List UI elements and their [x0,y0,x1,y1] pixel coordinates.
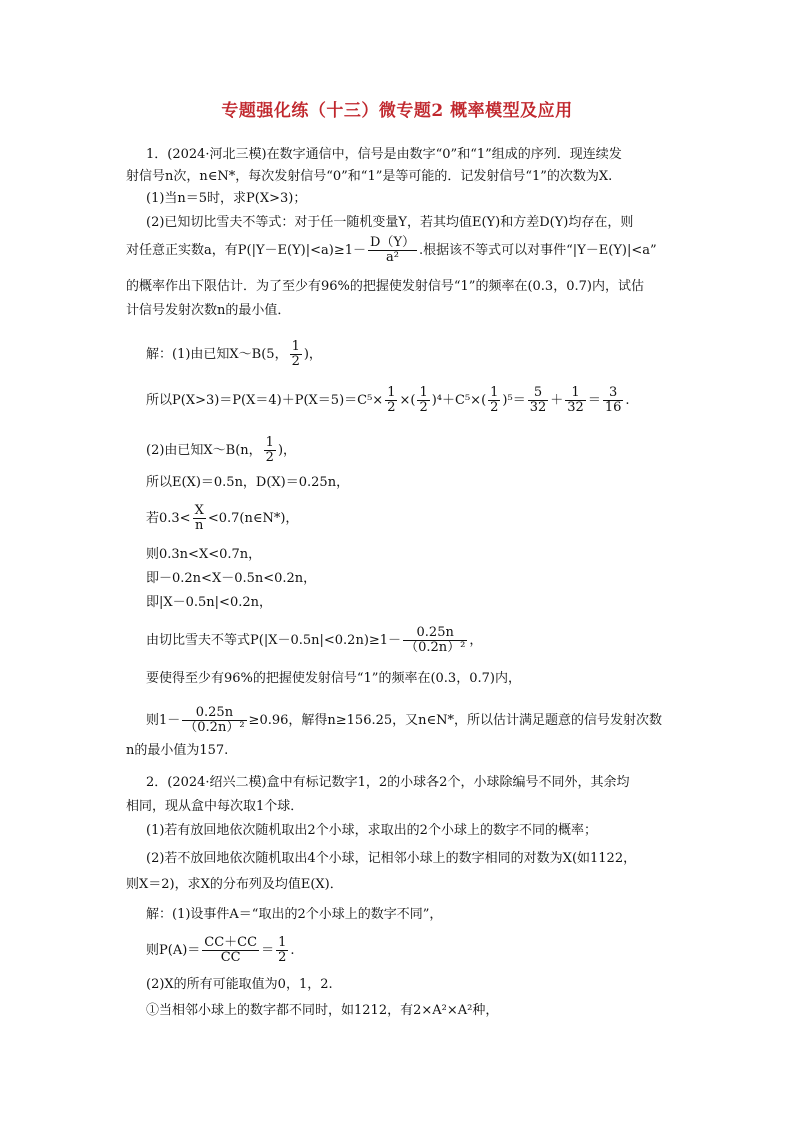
numerator: 0.25n [182,706,246,721]
text: )⁵＝ [502,393,526,408]
solution-2-step-7 [146,626,482,655]
solution-1-step-1 [146,340,322,369]
solution-3-step-4: ①当相邻小球上的数字都不同时，如1212，有2×A²×A²种， [146,1003,499,1018]
fraction [368,236,417,265]
denominator: 2 [291,354,300,369]
numerator: 0.25n [403,626,467,641]
numerator: 1 [291,339,300,354]
problem-1-text: 1．(2024·河北三模)在数字通信中，信号是由数字“0”和“1”组成的序列．现连续发 [146,147,622,162]
numerator: X [194,503,204,518]
fraction [385,386,397,415]
denominator: 32 [567,400,584,415]
text: )， [303,347,322,362]
problem-2-question-1: (1)若有放回地依次随机取出2个小球，求取出的2个小球上的数字不同的概率； [146,823,597,838]
problem-2-question-2-cont: 则X＝2)，求X的分布列及均值E(X)． [126,877,343,892]
denominator: 2 [265,450,274,465]
fraction [417,386,429,415]
numerator: 3 [603,386,624,401]
problem-1-question-2-cont: 的概率作出下限估计．为了至少有96%的把握使发射信号“1”的频率在(0.3，0.7)内，试估 [126,279,644,294]
text: ×( [399,393,416,408]
problem-1-question-2-cont: 计信号发射次数n的最小值． [126,303,291,318]
solution-2-step-3 [146,504,298,533]
fraction [565,386,586,415]
solution-2-step-4: 则0.3n<X<0.7n， [146,547,262,562]
fraction [202,936,259,965]
problem-1-question-1: (1)当n＝5时，求P(X>3)； [146,191,307,206]
solution-2-step-8: 要使得至少有96%的把握使发射信号“1”的频率在(0.3，0.7)内， [146,671,521,686]
denominator: （0.2n）² [405,640,466,655]
numerator: 1 [490,385,499,400]
denominator: 2 [387,400,396,415]
problem-1-question-2-inequality [126,236,657,265]
text: ＝ [587,393,601,408]
fraction [193,504,206,533]
fraction [488,386,500,415]
fraction [603,386,624,415]
denominator: 2 [490,400,499,415]
text: . [290,943,295,958]
problem-2-question-2: (2)若不放回地依次随机取出4个小球，记相邻小球上的数字相同的对数为X(如1122， [146,851,637,866]
numerator: 1 [265,435,274,450]
numerator: D（Y） [370,235,416,250]
text: ＋ [550,393,564,408]
numerator: 1 [387,385,396,400]
text: <0.7(n∈N*)， [207,511,299,526]
text: 所以P(X>3)＝P(X＝4)＋P(X＝5)＝C⁵× [146,393,384,408]
numerator: 1 [565,386,586,401]
text: 对任意正实数a，有P(|Y－E(Y)|<a)≥1－ [126,243,367,258]
problem-1-question-2: (2)已知切比雪夫不等式：对于任一随机变量Y，若其均值E(Y)和方差D(Y)均存在，则 [146,215,634,230]
text: ， [469,633,483,648]
text: . [625,393,630,408]
solution-1-step-2 [146,386,630,415]
problem-2-text: 2．(2024·绍兴二模)盒中有标记数字1，2的小球各2个，小球除编号不同外，其余均 [146,775,630,790]
numerator: 5 [528,386,549,401]
solution-3-step-1: 解：(1)设事件A＝“取出的2个小球上的数字不同”， [146,907,443,922]
numerator: 1 [278,935,287,950]
denominator: CC [220,950,241,965]
text: .根据该不等式可以对事件“|Y－E(Y)|<a” [419,243,657,258]
denominator: （0.2n）² [184,720,245,735]
text: ＝ [261,943,275,958]
solution-2-step-9 [146,706,662,735]
denominator: 16 [604,400,622,415]
solution-2-conclusion: n的最小值为157. [126,743,229,758]
text: ≥0.96，解得n≥156.25，又n∈N*，所以估计满足题意的信号发射次数 [248,713,663,728]
text: )， [277,443,297,458]
text: 解：(1)由已知X～B(5， [146,347,288,362]
fraction [264,436,276,465]
page-title: 专题强化练（十三）微专题2 概率模型及应用 [221,101,573,121]
solution-3-step-2 [146,936,295,965]
fraction [528,386,549,415]
fraction [403,626,467,655]
denominator: 2 [419,400,428,415]
solution-3-step-3: (2)X的所有可能取值为0，1，2. [146,977,333,992]
numerator: 1 [419,385,428,400]
solution-2-step-6: 即|X－0.5n|<0.2n， [146,595,273,610]
denominator: 2 [278,950,287,965]
solution-2-step-5: 即－0.2n<X－0.5n<0.2n， [146,571,317,586]
text: 若0.3< [146,511,191,526]
denominator: a² [386,250,399,265]
numerator: CC＋CC [204,935,258,950]
text: 则P(A)＝ [146,943,201,958]
solution-2-step-2: 所以E(X)＝0.5n，D(X)＝0.25n， [146,475,350,490]
solution-2-step-1 [146,436,296,465]
fraction [290,340,302,369]
text: )⁴＋C⁵×( [431,393,487,408]
text: 由切比雪夫不等式P(|X－0.5n|<0.2n)≥1－ [146,633,402,648]
fraction [182,706,246,735]
problem-1-text-cont: 射信号n次，n∈N*，每次发射信号“0”和“1”是等可能的．记发射信号“1”的次数为X. [126,169,613,184]
text: 则1－ [146,713,181,728]
denominator: n [195,518,204,533]
denominator: 32 [529,400,547,415]
text: (2)由已知X～B(n， [146,443,262,458]
fraction [276,936,288,965]
problem-2-text-cont: 相同，现从盒中每次取1个球． [126,799,304,814]
